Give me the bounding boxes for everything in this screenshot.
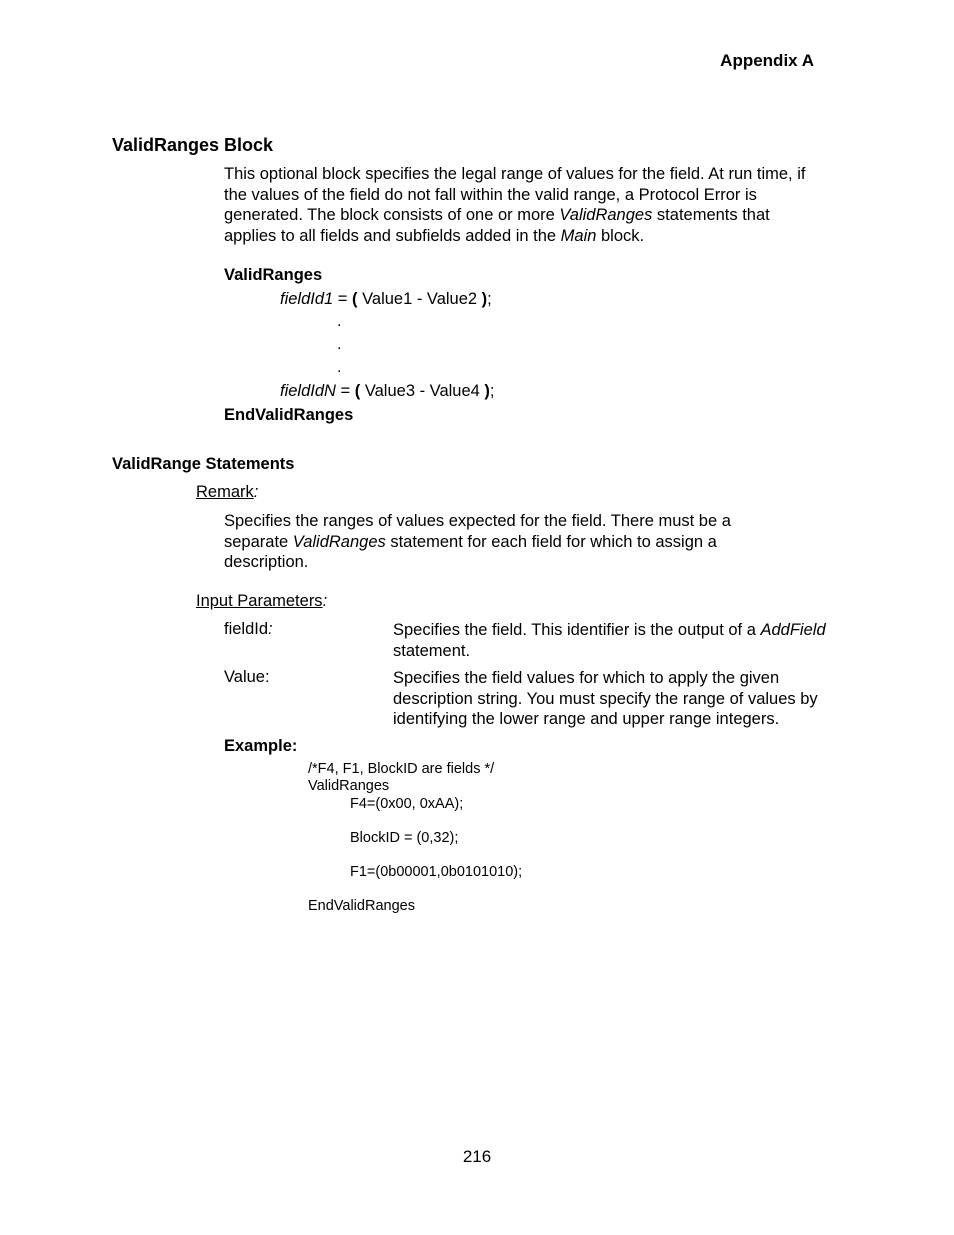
example-line-open: ValidRanges	[308, 778, 390, 794]
input-params-label	[196, 592, 327, 611]
running-header: Appendix A	[720, 51, 814, 70]
syntax-semi-1: ;	[487, 290, 492, 308]
syntax-rparen-n: )	[484, 382, 490, 400]
remark-label-text: Remark	[196, 483, 254, 501]
syntax-eq-n: =	[335, 382, 355, 400]
param-fieldid-name-text: fieldId	[224, 620, 269, 638]
syntax-open-keyword: ValidRanges	[224, 266, 323, 284]
example-line-close: EndValidRanges	[308, 898, 415, 914]
intro-emphasis-2: Main	[560, 226, 597, 245]
input-params-label-text: Input Parameters	[196, 592, 323, 610]
remark-text-1: Specifies the ranges of values expected for the field. There must be a separate	[224, 512, 731, 551]
param-fieldid-colon: :	[268, 620, 273, 638]
section-title: ValidRanges Block	[112, 135, 274, 155]
example-line-f1: F1=(0b00001,0b0101010);	[350, 864, 523, 880]
param-fieldid-name	[224, 620, 273, 639]
remark-emphasis: ValidRanges	[292, 532, 386, 551]
intro-paragraph	[224, 164, 824, 246]
page-number: 216	[462, 1147, 492, 1166]
ellipsis-dot-3: .	[337, 359, 342, 376]
intro-emphasis-1: ValidRanges	[559, 206, 653, 224]
param-fieldid-desc-2: statement.	[393, 641, 471, 660]
intro-text-3: block.	[596, 226, 645, 245]
param-value-name: Value:	[224, 668, 270, 686]
ellipsis-dot-1: .	[337, 313, 342, 330]
syntax-values-1: Value1 - Value2	[357, 290, 482, 308]
intro-text-1: This optional block specifies the legal range of values for the field. At run time, if the values of the field do not fall within the valid range, a Protocol Error is generated. The block consists of one or more	[224, 165, 806, 224]
param-fieldid-desc-1: Specifies the field. This identifier is the output of a	[393, 621, 761, 639]
param-fieldid-emphasis: AddField	[760, 621, 826, 639]
syntax-close-keyword: EndValidRanges	[224, 406, 354, 424]
syntax-rparen-1: )	[481, 290, 488, 308]
remark-label	[196, 483, 258, 502]
syntax-values-n: Value3 - Value4	[360, 382, 485, 400]
remark-label-colon: :	[253, 483, 259, 501]
example-line-comment: /*F4, F1, BlockID are fields */	[308, 761, 495, 777]
syntax-line-n	[280, 382, 495, 401]
example-label: Example:	[224, 737, 298, 755]
syntax-semi-n: ;	[489, 382, 495, 400]
statements-title: ValidRange Statements	[112, 455, 295, 473]
syntax-eq-1: =	[333, 290, 353, 308]
param-value-description: Specifies the field values for which to apply the given description string. You must specify the range of values by identifying the lower range and upper range integers.	[393, 669, 818, 728]
example-line-f4: F4=(0x00, 0xAA);	[350, 796, 464, 812]
syntax-line-1	[280, 290, 492, 309]
syntax-field-n: fieldIdN	[280, 382, 336, 400]
syntax-lparen-1: (	[352, 290, 358, 308]
intro-text-2: statements that applies to all fields and subfields added in the	[224, 206, 770, 245]
remark-text-2: statement for each field for which to assign a description.	[224, 532, 717, 571]
remark-paragraph	[224, 511, 784, 573]
ellipsis-dot-2: .	[337, 336, 342, 353]
syntax-lparen-n: (	[354, 382, 361, 400]
syntax-field-1: fieldId1	[280, 290, 334, 308]
example-line-blockid: BlockID = (0,32);	[350, 830, 459, 846]
param-fieldid-description	[393, 620, 833, 661]
input-params-label-colon: :	[322, 592, 328, 610]
